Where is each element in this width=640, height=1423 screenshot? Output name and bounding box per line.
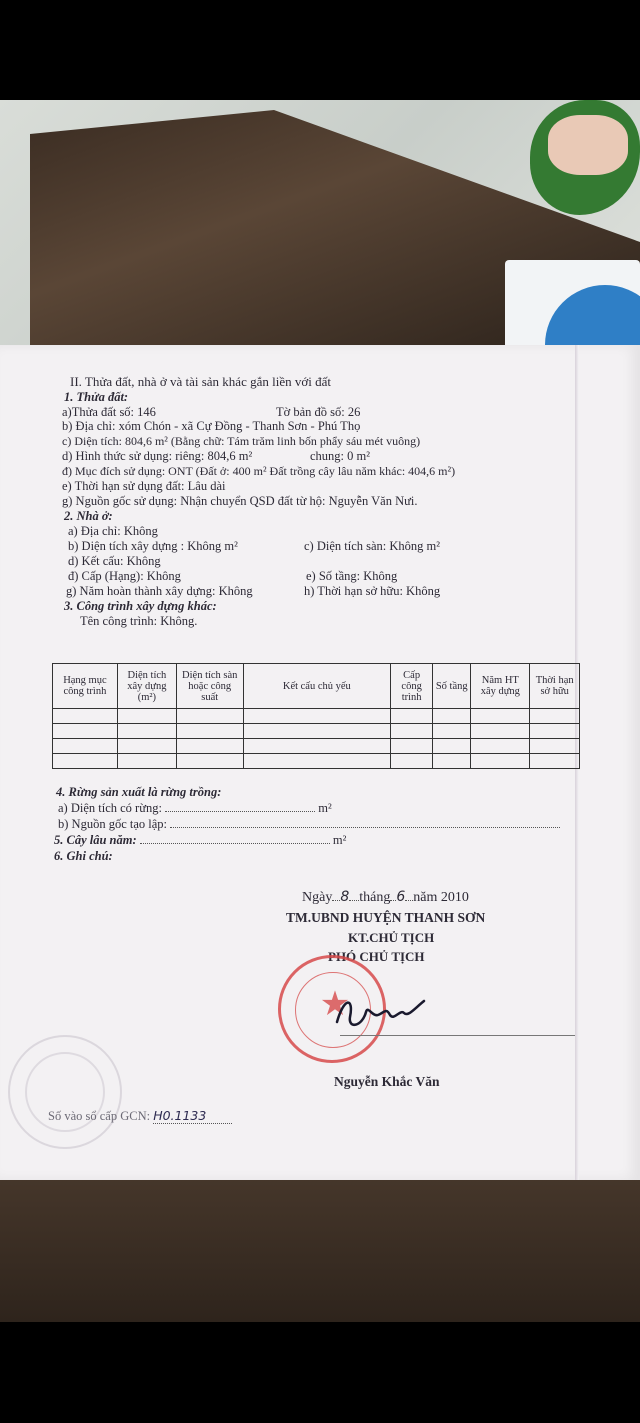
forest-origin-row xyxy=(58,817,560,831)
table-header: Số tầng xyxy=(433,664,471,709)
date-day: 8 xyxy=(340,889,350,905)
usage-form: d) Hình thức sử dụng: riêng: 804,6 m² xyxy=(62,449,253,463)
other-works-heading: 3. Công trình xây dựng khác: xyxy=(64,599,217,613)
forest-origin-label: b) Nguồn gốc tạo lập: xyxy=(58,817,168,831)
land-origin: g) Nguồn gốc sử dụng: Nhận chuyển QSD đất từ hộ: Nguyễn Văn Nưi. xyxy=(62,494,418,508)
signature-text: Nguyễn xyxy=(372,1025,376,1026)
house-built-area: b) Diện tích xây dựng : Không m² xyxy=(68,539,238,553)
table-row xyxy=(53,709,580,724)
land-purpose: đ) Mục đích sử dụng: ONT (Đất ở: 400 m² Đất trồng cây lâu năm khác: 404,6 m²) xyxy=(62,464,456,478)
date-month: 6 xyxy=(396,889,406,905)
foot-right xyxy=(548,115,628,175)
table-header: Diện tích sàn hoặc công suất xyxy=(176,664,243,709)
table-header: Thời hạn sở hữu xyxy=(530,664,580,709)
month-label: tháng xyxy=(359,890,391,905)
table-row xyxy=(53,754,580,769)
house-floors: e) Số tầng: Không xyxy=(306,569,398,583)
stamp-star-icon: ★ xyxy=(319,984,351,1024)
house-address: a) Địa chỉ: Không xyxy=(68,524,158,538)
date-prefix: Ngày xyxy=(302,890,333,905)
table-header: Kết cấu chủ yếu xyxy=(243,664,391,709)
land-duration: e) Thời hạn sử dụng đất: Lâu dài xyxy=(62,479,226,493)
authority: TM.UBND HUYỆN THANH SƠN xyxy=(286,910,486,925)
land-address: b) Địa chỉ: xóm Chón - xã Cự Đồng - Thanh Sơn - Phú Thọ xyxy=(62,419,361,433)
signer-name: Nguyễn Khắc Văn xyxy=(334,1074,440,1089)
forest-area-unit: m² xyxy=(318,801,332,815)
embossed-seal xyxy=(8,1035,122,1149)
house-structure: d) Kết cấu: Không xyxy=(68,554,161,568)
other-works-table xyxy=(52,663,580,769)
signing-date xyxy=(302,890,469,905)
table-row xyxy=(53,724,580,739)
usage-common: chung: 0 m² xyxy=(310,449,370,463)
table-header: Hạng mục công trình xyxy=(53,664,118,709)
role-vice-chairman: PHÓ CHỦ TỊCH xyxy=(328,949,425,964)
parcel-number: a)Thửa đất số: 146 xyxy=(62,405,156,419)
table-header: Diện tích xây dựng (m²) xyxy=(117,664,176,709)
card-corner xyxy=(505,260,640,350)
registry-row xyxy=(48,1109,232,1123)
land-area: c) Diện tích: 804,6 m² (Bằng chữ: Tám trăm linh bốn phẩy sáu mét vuông) xyxy=(62,434,421,448)
house-ownership-term: h) Thời hạn sở hữu: Không xyxy=(304,584,441,598)
forest-heading: 4. Rừng sản xuất là rừng trồng: xyxy=(56,785,222,799)
forest-origin-dots xyxy=(170,827,560,828)
forest-area-dots xyxy=(165,811,315,812)
year-label: năm 2010 xyxy=(413,890,469,905)
role-vice-for-chairman: KT.CHỦ TỊCH xyxy=(348,930,435,945)
perennial-dots xyxy=(140,843,330,844)
land-heading: 1. Thửa đất: xyxy=(64,390,129,404)
notes-label: 6. Ghi chú: xyxy=(54,849,113,863)
forest-area-row xyxy=(58,801,332,815)
perennial-label: 5. Cây lâu năm: xyxy=(54,833,137,847)
map-sheet: Tờ bản đồ số: 26 xyxy=(276,405,361,419)
table-row xyxy=(53,739,580,754)
registry-value: H0.1133 xyxy=(153,1108,232,1124)
other-works-name: Tên công trình: Không. xyxy=(80,614,198,628)
house-grade: đ) Cấp (Hạng): Không xyxy=(68,569,181,583)
house-completed-year: g) Năm hoàn thành xây dựng: Không xyxy=(66,584,253,598)
registry-label: Số vào sổ cấp GCN: xyxy=(48,1109,151,1123)
wooden-table xyxy=(0,1180,640,1322)
handwritten-signature xyxy=(332,987,432,1037)
table-header: Năm HT xây dựng xyxy=(471,664,530,709)
perennial-row xyxy=(54,833,346,847)
signature-line xyxy=(340,1035,575,1036)
perennial-unit: m² xyxy=(332,833,347,847)
house-floor-area: c) Diện tích sàn: Không m² xyxy=(304,539,441,553)
forest-area-label: a) Diện tích có rừng: xyxy=(58,801,162,815)
house-heading: 2. Nhà ở: xyxy=(64,509,113,523)
section-title: II. Thửa đất, nhà ở và tài sản khác gắn liền với đất xyxy=(70,374,331,389)
certificate-page xyxy=(0,345,640,1180)
table-header: Cấp công trình xyxy=(391,664,433,709)
